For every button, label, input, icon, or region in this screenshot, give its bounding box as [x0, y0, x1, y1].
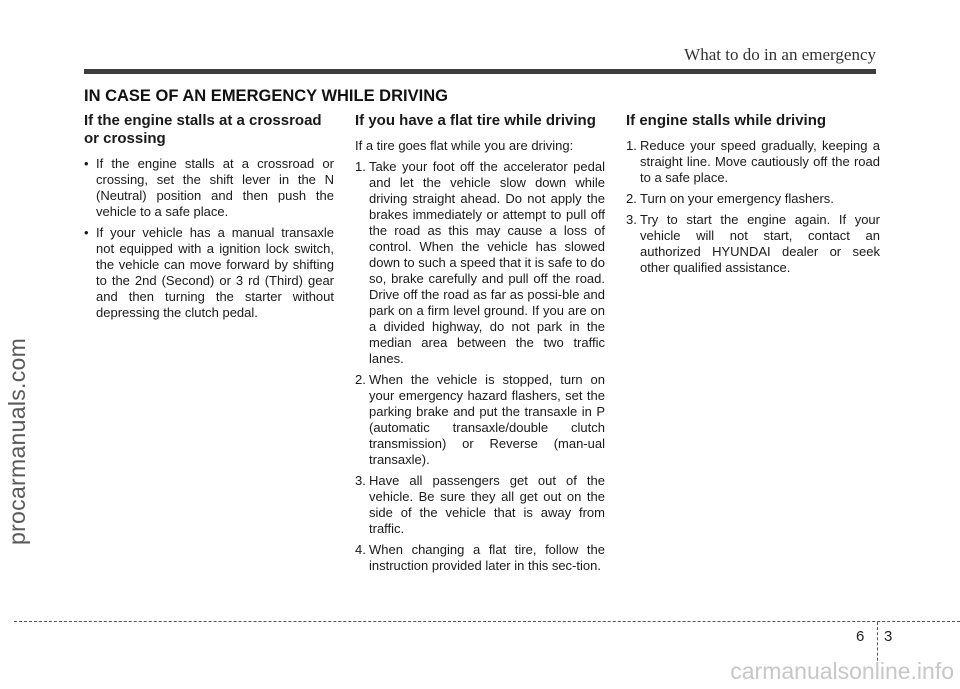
step-number: 1.	[626, 138, 637, 153]
step-text: Take your foot off the accelerator pedal and let the vehicle slow down while driving straight ahead. Do not apply the brakes immediately or attempt to pull off the road as this may cause a loss of control. When the vehicle has slowed down to such a speed that it is safe to do so, brake carefully and pull off the road. Drive off the road as far as possi-ble and park on a firm level ground. If you are on a divided highway, do not park in the median area between the two traffic lanes.	[369, 159, 605, 366]
step-number: 3.	[355, 473, 366, 488]
heading-engine-stall: If engine stalls while driving	[626, 112, 827, 129]
step-number: 3.	[626, 212, 637, 227]
chapter-number: 6	[856, 628, 865, 645]
step-number: 4.	[355, 542, 366, 557]
footer-rule	[14, 621, 960, 622]
numbered-item	[355, 159, 605, 367]
watermark-bottom: carmanualsonline.info	[730, 658, 954, 684]
flat-tire-intro: If a tire goes flat while you are driving:	[355, 138, 574, 153]
heading-crossroad-stall: If the engine stalls at a crossroad or crossing	[84, 112, 322, 147]
column-crossroad-stall	[84, 112, 334, 326]
bullet-list	[84, 156, 334, 321]
numbered-list	[626, 138, 880, 276]
page-number: 3	[884, 628, 893, 645]
step-text: Reduce your speed gradually, keeping a straight line. Move cautiously off the road to a safe place.	[640, 138, 880, 185]
header-rule	[84, 69, 876, 74]
step-text: Turn on your emergency flashers.	[640, 191, 834, 206]
header-title: What to do in an emergency	[684, 45, 876, 64]
numbered-item	[626, 191, 880, 207]
numbered-item	[626, 212, 880, 276]
numbered-item	[355, 372, 605, 468]
watermark-side: procarmanuals.com	[4, 337, 30, 545]
numbered-item	[355, 473, 605, 537]
numbered-item	[626, 138, 880, 186]
step-text: Try to start the engine again. If your vehicle will not start, contact an authorized HYUNDAI dealer or seek other qualified assistance.	[640, 212, 880, 275]
column-flat-tire	[355, 112, 605, 579]
bullet-item: • If your vehicle has a manual transaxle not equipped with a ignition lock switch, the vehicle can move forward by shifting to the 2nd (Second) or 3 rd (Third) gear and then turning the starter without depressing the clutch pedal.	[84, 225, 334, 321]
bullet-item: • If the engine stalls at a crossroad or crossing, set the shift lever in the N (Neutral) position and then push the vehicle to a safe place.	[84, 156, 334, 220]
numbered-list	[355, 159, 605, 574]
step-text: Have all passengers get out of the vehicle. Be sure they all get out on the side of the vehicle that is away from traffic.	[369, 473, 605, 536]
column-engine-stall	[626, 112, 880, 281]
step-number: 2.	[355, 372, 366, 387]
step-text: When changing a flat tire, follow the instruction provided later in this sec-tion.	[369, 542, 605, 573]
numbered-item	[355, 542, 605, 574]
heading-flat-tire: If you have a flat tire while driving	[355, 112, 596, 129]
step-number: 1.	[355, 159, 366, 174]
step-text: When the vehicle is stopped, turn on your emergency hazard flashers, set the parking brake and put the transaxle in P (automatic transaxle/double clutch transmission) or Reverse (man-ual transaxle).	[369, 372, 605, 467]
step-number: 2.	[626, 191, 637, 206]
section-title: IN CASE OF AN EMERGENCY WHILE DRIVING	[84, 87, 448, 105]
